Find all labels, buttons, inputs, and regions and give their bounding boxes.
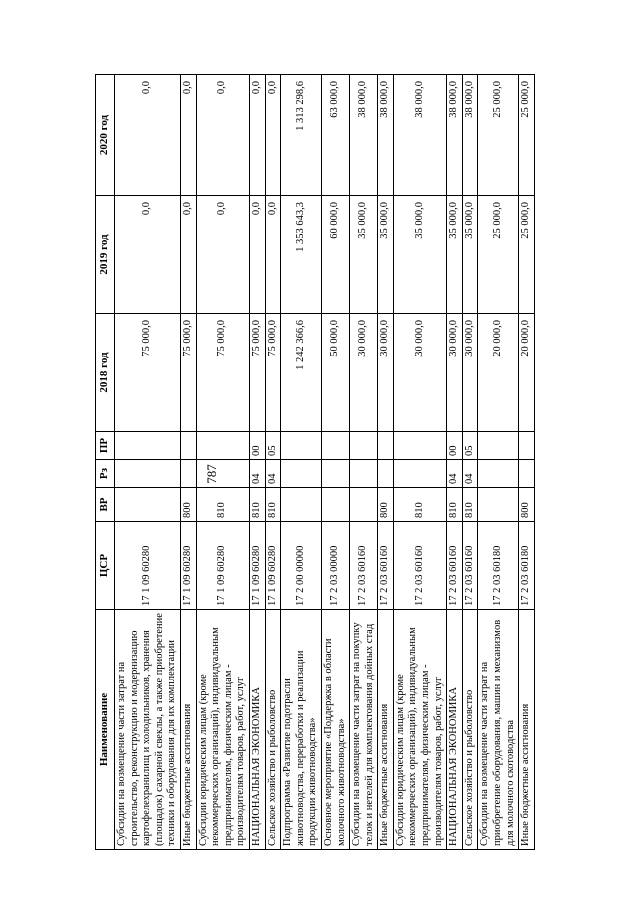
row-rz: 04 bbox=[265, 460, 281, 488]
table-row bbox=[393, 75, 446, 850]
row-2019: 35 000,0 bbox=[462, 196, 478, 314]
row-2018: 20 000,0 bbox=[478, 314, 519, 432]
row-vr: 800 bbox=[180, 488, 196, 522]
row-pr bbox=[393, 432, 446, 460]
row-2019: 35 000,0 bbox=[447, 196, 463, 314]
table-row bbox=[180, 75, 196, 850]
row-pr bbox=[478, 432, 519, 460]
header-2018: 2018 год bbox=[96, 314, 115, 432]
row-name: Субсидии юридическим лицам (кроме некоммерческих организаций), индивидуальным предпринимателям, физическим лицам - производителям товаров, работ, услуг bbox=[196, 610, 249, 850]
row-name: Сельское хозяйство и рыболовство bbox=[265, 610, 281, 850]
row-2018: 30 000,0 bbox=[393, 314, 446, 432]
row-rz bbox=[350, 460, 378, 488]
row-pr: 00 bbox=[249, 432, 265, 460]
table-row bbox=[378, 75, 394, 850]
table-row bbox=[478, 75, 519, 850]
row-rz: 04 bbox=[462, 460, 478, 488]
row-name: Иные бюджетные ассигнования bbox=[378, 610, 394, 850]
row-rz bbox=[196, 460, 249, 488]
row-pr bbox=[321, 432, 349, 460]
row-csr: 17 2 03 00000 bbox=[321, 522, 349, 610]
table-row bbox=[462, 75, 478, 850]
row-name: Сельское хозяйство и рыболовство bbox=[462, 610, 478, 850]
table-row bbox=[447, 75, 463, 850]
header-2019: 2019 год bbox=[96, 196, 115, 314]
row-vr: 810 bbox=[393, 488, 446, 522]
row-2018: 30 000,0 bbox=[378, 314, 394, 432]
header-vr: ВР bbox=[96, 488, 115, 522]
row-2020: 0,0 bbox=[249, 75, 265, 196]
row-2018: 1 242 366,6 bbox=[281, 314, 322, 432]
row-csr: 17 1 09 60280 bbox=[265, 522, 281, 610]
header-rz: Рз bbox=[96, 460, 115, 488]
row-2018: 75 000,0 bbox=[115, 314, 181, 432]
row-rz bbox=[180, 460, 196, 488]
row-2018: 30 000,0 bbox=[462, 314, 478, 432]
row-csr: 17 2 03 60160 bbox=[393, 522, 446, 610]
table-row bbox=[321, 75, 349, 850]
table-row bbox=[196, 75, 249, 850]
row-pr bbox=[378, 432, 394, 460]
row-2020: 63 000,0 bbox=[321, 75, 349, 196]
row-vr bbox=[115, 488, 181, 522]
row-2018: 75 000,0 bbox=[249, 314, 265, 432]
table-row bbox=[115, 75, 181, 850]
row-pr bbox=[115, 432, 181, 460]
row-vr: 810 bbox=[265, 488, 281, 522]
row-name: Субсидии на возмещение части затрат на строительство, реконструкцию и модернизацию картофелехранилищ и холодильников, хранения (площадок) сахарной свеклы, а также приобретение техники и оборудования для их комплектации bbox=[115, 610, 181, 850]
row-rz bbox=[115, 460, 181, 488]
row-rz bbox=[378, 460, 394, 488]
row-2019: 25 000,0 bbox=[478, 196, 519, 314]
row-vr: 810 bbox=[447, 488, 463, 522]
row-csr: 17 2 03 60160 bbox=[350, 522, 378, 610]
row-name: Субсидии юридическим лицам (кроме некоммерческих организаций), индивидуальным предпринимателям, физическим лицам - производителям товаров, работ, услуг bbox=[393, 610, 446, 850]
table-body bbox=[115, 75, 535, 850]
row-2018: 50 000,0 bbox=[321, 314, 349, 432]
row-2019: 0,0 bbox=[115, 196, 181, 314]
row-2019: 60 000,0 bbox=[321, 196, 349, 314]
row-pr: 05 bbox=[462, 432, 478, 460]
row-2019: 25 000,0 bbox=[519, 196, 535, 314]
row-pr bbox=[519, 432, 535, 460]
row-name: Субсидии на возмещение части затрат на приобретение оборудования, машин и механизмов для молочного скотоводства bbox=[478, 610, 519, 850]
row-name: Субсидии на возмещение части затрат на покупку телок и нетелей для комплектования дойных стад bbox=[350, 610, 378, 850]
row-vr: 810 bbox=[249, 488, 265, 522]
page-number: 787 bbox=[204, 464, 219, 484]
table-row bbox=[281, 75, 322, 850]
row-2019: 0,0 bbox=[265, 196, 281, 314]
header-2020: 2020 год bbox=[96, 75, 115, 196]
row-rz bbox=[478, 460, 519, 488]
row-rz bbox=[519, 460, 535, 488]
row-csr: 17 2 00 00000 bbox=[281, 522, 322, 610]
row-2020: 25 000,0 bbox=[519, 75, 535, 196]
row-rz bbox=[393, 460, 446, 488]
row-name: Иные бюджетные ассигнования bbox=[180, 610, 196, 850]
row-pr: 05 bbox=[265, 432, 281, 460]
row-2020: 38 000,0 bbox=[447, 75, 463, 196]
table-row bbox=[519, 75, 535, 850]
row-pr bbox=[281, 432, 322, 460]
row-2020: 25 000,0 bbox=[478, 75, 519, 196]
row-csr: 17 1 09 60280 bbox=[196, 522, 249, 610]
row-2018: 75 000,0 bbox=[180, 314, 196, 432]
row-vr: 810 bbox=[462, 488, 478, 522]
row-csr: 17 2 03 60160 bbox=[462, 522, 478, 610]
row-rz: 04 bbox=[447, 460, 463, 488]
row-2018: 75 000,0 bbox=[265, 314, 281, 432]
row-2020: 38 000,0 bbox=[393, 75, 446, 196]
row-2018: 30 000,0 bbox=[447, 314, 463, 432]
row-vr bbox=[321, 488, 349, 522]
row-2020: 0,0 bbox=[196, 75, 249, 196]
rotated-page bbox=[95, 75, 535, 850]
row-csr: 17 2 03 60180 bbox=[519, 522, 535, 610]
row-2019: 35 000,0 bbox=[393, 196, 446, 314]
row-2019: 35 000,0 bbox=[350, 196, 378, 314]
row-2018: 30 000,0 bbox=[350, 314, 378, 432]
row-2020: 1 313 298,6 bbox=[281, 75, 322, 196]
row-rz: 04 bbox=[249, 460, 265, 488]
header-pr: ПР bbox=[96, 432, 115, 460]
row-csr: 17 1 09 60280 bbox=[115, 522, 181, 610]
row-csr: 17 1 09 60280 bbox=[249, 522, 265, 610]
row-vr bbox=[478, 488, 519, 522]
row-name: Подпрограмма «Развитие подотрасли животноводства, переработки и реализации продукции животноводства» bbox=[281, 610, 322, 850]
row-vr: 810 bbox=[196, 488, 249, 522]
row-csr: 17 2 03 60160 bbox=[447, 522, 463, 610]
row-2019: 35 000,0 bbox=[378, 196, 394, 314]
row-name: НАЦИОНАЛЬНАЯ ЭКОНОМИКА bbox=[447, 610, 463, 850]
row-2020: 38 000,0 bbox=[350, 75, 378, 196]
header-name: Наименование bbox=[96, 610, 115, 850]
header-csr: ЦСР bbox=[96, 522, 115, 610]
row-vr bbox=[350, 488, 378, 522]
table-row bbox=[249, 75, 265, 850]
row-2020: 38 000,0 bbox=[462, 75, 478, 196]
row-csr: 17 1 09 60280 bbox=[180, 522, 196, 610]
row-2018: 75 000,0 bbox=[196, 314, 249, 432]
row-pr bbox=[196, 432, 249, 460]
row-pr: 00 bbox=[447, 432, 463, 460]
row-rz bbox=[321, 460, 349, 488]
table-row bbox=[265, 75, 281, 850]
row-2020: 0,0 bbox=[265, 75, 281, 196]
table-row bbox=[350, 75, 378, 850]
row-name: Основное мероприятие «Поддержка в области молочного животноводства» bbox=[321, 610, 349, 850]
row-2020: 0,0 bbox=[180, 75, 196, 196]
row-2019: 0,0 bbox=[249, 196, 265, 314]
row-vr: 800 bbox=[519, 488, 535, 522]
row-pr bbox=[180, 432, 196, 460]
row-name: Иные бюджетные ассигнования bbox=[519, 610, 535, 850]
budget-table bbox=[95, 74, 535, 850]
row-vr: 800 bbox=[378, 488, 394, 522]
row-csr: 17 2 03 60160 bbox=[378, 522, 394, 610]
row-2020: 0,0 bbox=[115, 75, 181, 196]
row-2018: 20 000,0 bbox=[519, 314, 535, 432]
row-rz bbox=[281, 460, 322, 488]
row-2020: 38 000,0 bbox=[378, 75, 394, 196]
row-name: НАЦИОНАЛЬНАЯ ЭКОНОМИКА bbox=[249, 610, 265, 850]
row-2019: 1 353 643,3 bbox=[281, 196, 322, 314]
row-vr bbox=[281, 488, 322, 522]
table-header-row bbox=[96, 75, 115, 850]
row-2019: 0,0 bbox=[196, 196, 249, 314]
row-pr bbox=[350, 432, 378, 460]
row-csr: 17 2 03 60180 bbox=[478, 522, 519, 610]
row-2019: 0,0 bbox=[180, 196, 196, 314]
